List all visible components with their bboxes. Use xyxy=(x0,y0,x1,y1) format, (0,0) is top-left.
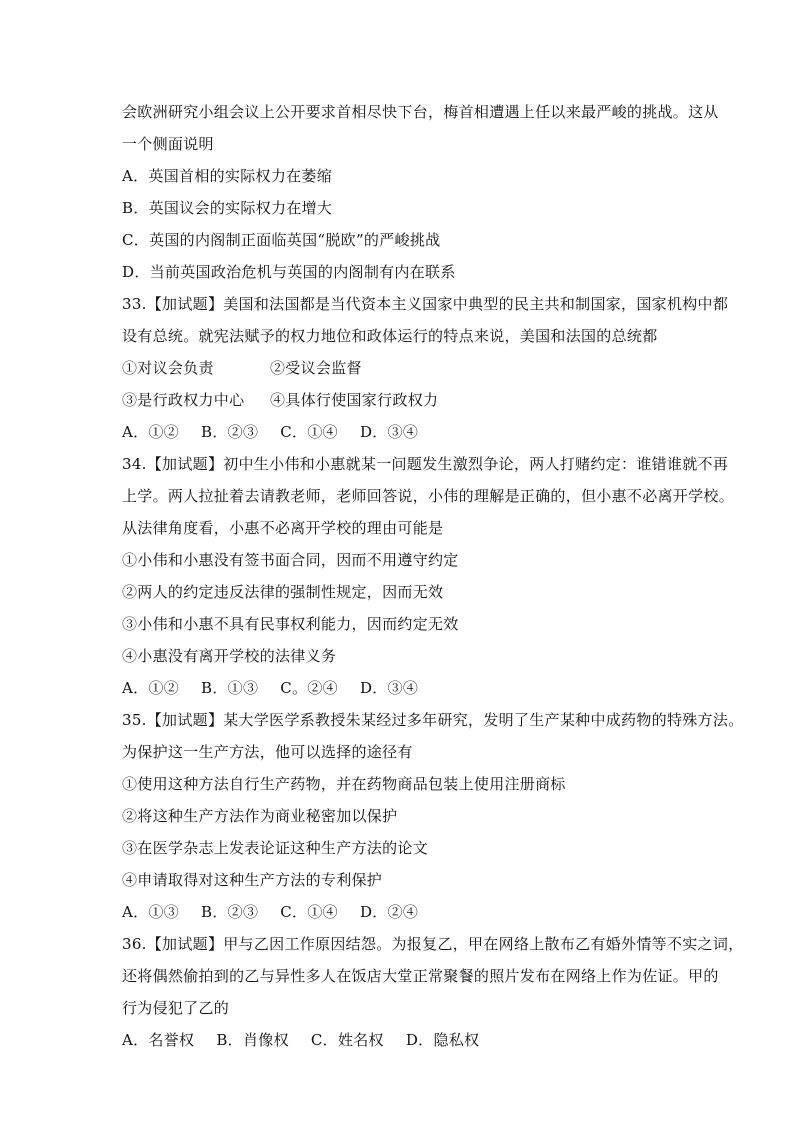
q35-text-line-1: 35.【加试题】某大学医学系教授朱某经过多年研究，发明了生产某种中成药物的特殊方法。 xyxy=(122,711,744,729)
q33-text-line-2: 设有总统。就宪法赋予的权力地位和政体运行的特点来说，美国和法国的总统都 xyxy=(122,327,658,345)
q35-option-a: A．①③ xyxy=(122,903,180,921)
q35-option-d: D．②④ xyxy=(359,903,419,921)
q33-option-c: C．①④ xyxy=(280,423,338,441)
q36-text-line-3: 行为侵犯了乙的 xyxy=(122,999,230,1017)
q36-option-a: A．名誉权 xyxy=(122,1031,195,1049)
q33-items-row-1 xyxy=(122,358,362,378)
q36-options xyxy=(122,1030,479,1050)
q33-text-line-1: 33.【加试题】美国和法国都是当代资本主义国家中典型的民主共和制国家，国家机构中都 xyxy=(122,295,729,313)
q32-option-b: B．英国议会的实际权力在增大 xyxy=(122,199,333,217)
q33-option-a: A．①② xyxy=(122,423,180,441)
q35-item-1: ①使用这种方法自行生产药物，并在药物商品包装上使用注册商标 xyxy=(122,775,566,793)
q36-option-d: D．隐私权 xyxy=(405,1031,480,1049)
q35-text-line-2: 为保护这一生产方法，他可以选择的途径有 xyxy=(122,743,413,761)
q33-items-row-2 xyxy=(122,390,438,410)
q36-text-line-2: 还将偶然偷拍到的乙与异性多人在饭店大堂正常聚餐的照片发布在网络上作为佐证。甲的 xyxy=(122,967,719,985)
q34-option-b: B．①③ xyxy=(201,679,259,697)
q34-text-line-2: 上学。两人拉扯着去请教老师，老师回答说，小伟的理解是正确的，但小惠不必离开学校。 xyxy=(122,487,735,505)
q35-option-c: C．①④ xyxy=(280,903,338,921)
q36-option-b: B．肖像权 xyxy=(216,1031,289,1049)
q34-options xyxy=(122,678,418,698)
q34-item-2: ②两人的约定违反法律的强制性规定，因而无效 xyxy=(122,583,444,601)
q34-option-a: A．①② xyxy=(122,679,180,697)
q33-option-b: B．②③ xyxy=(201,423,259,441)
q35-options xyxy=(122,902,418,922)
q35-item-4: ④申请取得对这种生产方法的专利保护 xyxy=(122,871,383,889)
q34-item-3: ③小伟和小惠不具有民事权利能力，因而约定无效 xyxy=(122,615,459,633)
q35-option-b: B．②③ xyxy=(201,903,259,921)
q33-option-d: D．③④ xyxy=(359,423,419,441)
q34-text-line-3: 从法律角度看，小惠不必离开学校的理由可能是 xyxy=(122,519,444,537)
q33-options xyxy=(122,422,418,442)
q32-option-d: D．当前英国政治危机与英国的内阁制有内在联系 xyxy=(122,263,456,281)
q36-option-c: C．姓名权 xyxy=(310,1031,384,1049)
q34-item-1: ①小伟和小惠没有签书面合同，因而不用遵守约定 xyxy=(122,551,459,569)
q34-option-c: C。②④ xyxy=(280,679,338,697)
q33-item-3: ③是行政权力中心 xyxy=(122,391,245,409)
q33-item-1: ①对议会负责 xyxy=(122,359,214,377)
q32-option-a: A．英国首相的实际权力在萎缩 xyxy=(122,167,333,185)
q35-item-3: ③在医学杂志上发表论证这种生产方法的论文 xyxy=(122,839,429,857)
q32-text-line-2: 一个侧面说明 xyxy=(122,135,214,153)
q32-option-c: C．英国的内阁制正面临英国“脱欧”的严峻挑战 xyxy=(122,231,441,249)
q34-item-4: ④小惠没有离开学校的法律义务 xyxy=(122,647,337,665)
q36-text-line-1: 36.【加试题】甲与乙因工作原因结怨。为报复乙，甲在网络上散布乙有婚外情等不实之词， xyxy=(122,935,744,953)
q35-item-2: ②将这种生产方法作为商业秘密加以保护 xyxy=(122,807,398,825)
q33-item-4: ④具体行使国家行政权力 xyxy=(270,391,439,409)
q33-item-2: ②受议会监督 xyxy=(270,359,362,377)
q34-text-line-1: 34.【加试题】初中生小伟和小惠就某一问题发生激烈争论，两人打赌约定：谁错谁就不再 xyxy=(122,455,729,473)
q34-option-d: D．③④ xyxy=(359,679,419,697)
q32-text-line-1: 会欧洲研究小组会议上公开要求首相尽快下台，梅首相遭遇上任以来最严峻的挑战。这从 xyxy=(122,103,719,121)
